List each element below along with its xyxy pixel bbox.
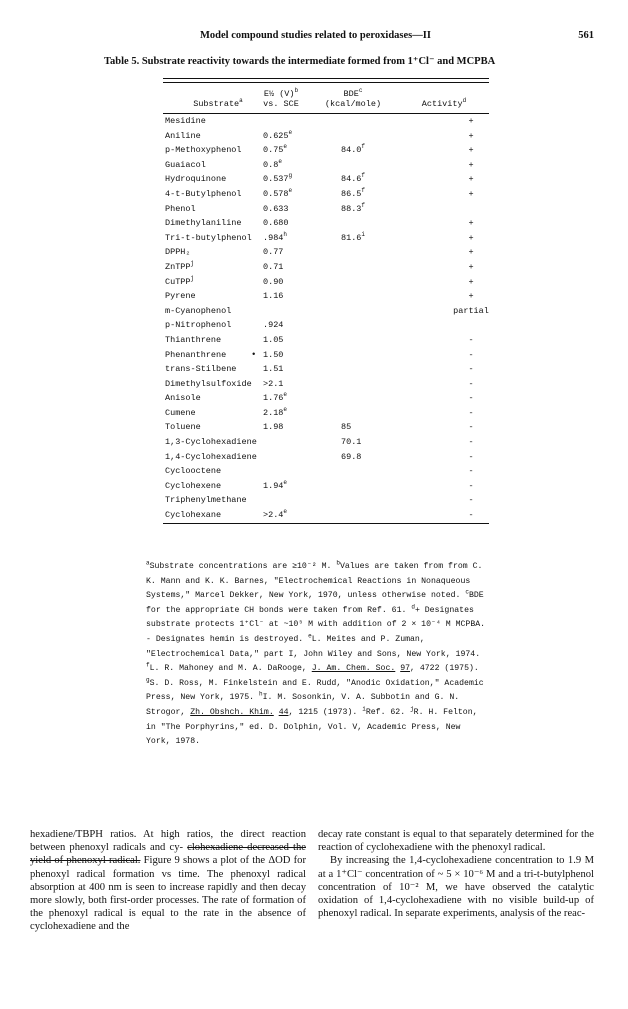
cell-substrate [165,508,221,523]
body-left-paragraph [30,828,306,934]
footnote-text: L. R. Mahoney and M. A. DaRooge, [149,664,312,674]
substrate-name: Phenol [165,203,196,214]
potential-value: .984 [263,232,284,243]
cell-activity [399,187,489,202]
footnote-text: L. Meites and P. Zuman, "Electrochemical Data," part I, John Wiley and Sons, New York, 1974. [146,634,481,659]
cell-activity [399,172,489,187]
footnote-mark: j [410,705,414,713]
table-row [163,450,489,465]
activity-value: - [468,495,474,506]
footnote-mark: h [259,690,263,698]
substrate-name: Cumene [165,407,196,418]
activity-value: + [468,291,474,302]
substrate-name: m-Cyanophenol [165,305,232,316]
footnote-text: I. M. Sosonkin, V. A. Subbotin and G. N. Strogor, [146,693,460,717]
bde-sup: f [361,172,366,180]
cell-activity [399,304,489,319]
potential-value: .924 [263,320,284,331]
substrate-name: Hydroquinone [165,174,227,185]
potential-value: 1.94 [263,480,284,491]
cell-potential [263,508,287,523]
potential-value: 0.537 [263,174,289,185]
bde-sup: f [361,187,366,195]
activity-value: + [468,145,474,156]
substrate-sup: j [190,260,195,268]
potential-value: >2.1 [263,378,284,389]
running-title: Model compound studies related to peroxidases—II [200,30,431,41]
footnote [146,559,337,571]
potential-value: 1.05 [263,334,284,345]
substrate-name: p-Methoxyphenol [165,145,242,156]
cell-potential [263,333,283,348]
body-left-struck-text: clohexadiene decreased the yield of phenoxyl radical. [30,842,306,867]
footnote-tail: , 1215 (1973). [288,707,363,717]
cell-activity [399,464,489,479]
activity-value: + [468,218,474,229]
cell-substrate [165,231,252,246]
substrate-sup: j [190,274,195,282]
cell-substrate [165,479,221,494]
activity-value: + [468,174,474,185]
body-right-paragraph-1: decay rate constant is equal to that separately determined for the reaction of cyclohexadiene with the phenoxyl radical. [318,829,594,854]
header-bde [313,89,393,109]
activity-value: - [468,393,474,404]
table-footnotes [146,560,486,750]
cell-activity [399,158,489,173]
cell-potential [263,391,287,406]
substrate-name: Aniline [165,130,201,141]
cell-substrate [165,216,242,231]
cell-potential [263,187,292,202]
table-row [163,143,489,158]
footnote [362,705,411,717]
potential-value: 0.71 [263,261,284,272]
cell-activity [399,362,489,377]
footnote-mark: c [465,588,469,596]
running-head [0,30,628,44]
substrate-name: Dimethylaniline [165,218,242,229]
activity-value: + [468,247,474,258]
substrate-name: Anisole [165,393,201,404]
activity-value: + [468,232,474,243]
page-number: 561 [578,30,594,41]
table-row [163,260,489,275]
header-activity [399,99,489,109]
footnote-text: R. H. Felton, in "The Porphyrins," ed. D. Dolphin, Vol. V, Academic Press, New York, 1978. [146,707,478,747]
potential-sup: e [288,128,293,136]
table-row [163,420,489,435]
table-row [163,114,489,129]
table-row [163,377,489,392]
activity-value: + [468,188,474,199]
cell-substrate [165,318,231,333]
table-bottom-rule [163,523,489,524]
cell-potential [263,420,283,435]
cell-potential [263,202,289,217]
footnote-text: S. D. Ross, M. Finkelstein and E. Rudd, "Anodic Oxidation," Academic Press, New York, 1975. [146,678,484,703]
cell-substrate [165,275,194,290]
header-potential-line1: E½ (V) [263,89,295,99]
table-row [163,172,489,187]
activity-value: - [468,437,474,448]
header-bde-line2: (kcal/mole) [324,99,382,109]
bde-value: 88.3 [341,203,362,214]
footnote-text: BDE for the appropriate CH bonds were taken from Ref. 61. [146,591,484,615]
potential-value: 1.76 [263,393,284,404]
cell-substrate [165,464,221,479]
substrate-name: Thianthrene [165,334,222,345]
potential-value: 0.8 [263,159,279,170]
cell-substrate [165,435,257,450]
potential-value: 1.51 [263,364,284,375]
activity-value: - [468,349,474,360]
activity-value: - [468,422,474,433]
cell-activity [399,333,489,348]
footnote-mark: b [336,559,340,567]
body-column-right [318,828,594,920]
bde-value: 70.1 [341,437,362,448]
cell-bde [341,450,361,465]
table-row [163,231,489,246]
body-left-text-1: hexadiene/TBPH ratios. At high ratios, the direct reaction between phenoxyl radicals and cy- [30,829,306,854]
cell-activity [399,129,489,144]
bde-value: 84.6 [341,174,362,185]
cell-potential [263,362,283,377]
substrate-name: p-Nitrophenol [165,320,232,331]
cell-substrate [165,260,194,275]
footnote-tail: , 4722 (1975). [410,664,479,674]
header-activity-sup: d [462,97,467,105]
potential-value: 0.90 [263,276,284,287]
cell-activity [399,245,489,260]
substrate-name: Cyclooctene [165,466,222,477]
table-row [163,289,489,304]
cell-activity [399,275,489,290]
footnote-journal: J. Am. Chem. Soc. [311,664,396,674]
table-row [163,216,489,231]
body-left-text-2: Figure 9 shows a plot of the ΔOD for phenoxyl radical formation vs time. The phenoxyl radical absorption at 400 nm is seen to increase rapidly and then decay more slowly, both first-order processes. The rate of formation of the phenoxyl radical is equal to the rate in the absence of cyclohexadiene and the [30,855,306,933]
header-bde-sup: c [358,87,363,95]
cell-activity [399,143,489,158]
cell-activity [399,216,489,231]
substrate-name: Mesidine [165,116,206,126]
footnote-text: Ref. 62. [365,707,411,717]
potential-sup: e [278,157,282,165]
substrate-name: ZnTPP [165,261,191,272]
substrate-name: 4-t-Butylphenol [165,188,242,199]
substrate-name: Triphenylmethane [165,495,247,506]
table-row [163,479,489,494]
table-row [163,187,489,202]
potential-value: 0.77 [263,247,284,258]
table-row [163,275,489,290]
table-row [163,158,489,173]
potential-value: 2.18 [263,407,284,418]
activity-value: - [468,480,474,491]
cell-potential [263,158,282,173]
cell-activity [399,391,489,406]
cell-potential [263,377,283,392]
cell-activity [399,435,489,450]
footnote-mark: d [411,603,415,611]
activity-value: + [468,159,474,170]
potential-sup: g [288,172,293,180]
footnote [146,661,479,674]
footnote-volume: 97 [400,664,411,674]
cell-substrate [165,493,247,508]
cell-substrate [165,114,206,129]
cell-substrate [165,245,191,260]
header-substrate-label: Substrate [193,99,240,109]
cell-substrate [165,304,231,319]
bde-value: 85 [341,422,352,433]
cell-activity [399,114,489,129]
cell-bde [341,231,365,246]
footnote-journal: Zh. Obshch. Khim. [190,707,274,717]
table-row [163,508,489,523]
cell-substrate [165,187,242,202]
substrate-name: DPPH₂ [165,247,191,258]
potential-sup: e [283,508,288,516]
cell-bde [341,143,365,158]
header-potential-line2: vs. SCE [263,99,299,109]
cell-potential [263,129,292,144]
activity-value: + [468,116,474,126]
footnote-text: + Designates substrate protects 1⁺Cl⁻ at ~10⁵ M with addition of 2 × 10⁻⁴ M MCPBA. - Designates hemin is destroyed. [146,605,486,644]
activity-value: - [468,451,474,462]
activity-value: + [468,261,474,272]
substrate-name: Cyclohexene [165,480,222,491]
activity-value: - [468,334,474,345]
body-right-paragraph-2: By increasing the 1,4-cyclohexadiene concentration to 1.9 M at a 1⁺Cl⁻ concentration of ~ 5 × 10⁻⁶ M and a tri-t-butylphenol concentration of 10⁻² M, we have observed the catalytic oxidation of 1,4-cyclohexadiene with no visible build-up of phenoxyl radical. In separate experiments, analysis of the reac- [318,855,594,920]
activity-value: partial [453,305,489,316]
cell-potential [263,348,283,363]
substrate-name: 1,4-Cyclohexadiene [165,451,257,462]
cell-activity [399,420,489,435]
activity-value: + [468,130,474,141]
footnote-mark: f [146,661,150,669]
substrate-name: trans-Stilbene [165,364,237,375]
cell-potential [263,275,283,290]
table-body [163,114,489,523]
cell-potential [263,479,287,494]
cell-potential [263,289,283,304]
potential-value: 0.75 [263,145,284,156]
potential-sup: e [283,479,288,487]
potential-value: 0.625 [263,130,289,141]
table-row [163,362,489,377]
footnote-mark: e [308,632,312,640]
cell-bde [341,435,361,450]
header-potential [251,89,311,109]
cell-substrate [165,377,252,392]
potential-value: 0.633 [263,203,289,214]
substrate-name: Toluene [165,422,201,433]
activity-value: + [468,276,474,287]
cell-substrate [165,202,196,217]
activity-value: - [468,407,474,418]
cell-substrate [165,289,196,304]
potential-value: 1.16 [263,291,284,302]
activity-value: - [468,466,474,477]
stray-mark: • [251,349,257,360]
substrate-name: Phenanthrene [165,349,227,360]
cell-potential [263,216,289,231]
cell-activity [399,493,489,508]
cell-activity [399,202,489,217]
substrate-name: CuTPP [165,276,191,287]
substrate-name: Tri-t-butylphenol [165,232,252,243]
cell-potential [263,143,287,158]
cell-activity [399,406,489,421]
potential-sup: e [283,391,288,399]
table-row [163,245,489,260]
substrate-name: Guaiacol [165,159,206,170]
cell-activity [399,231,489,246]
cell-potential [263,231,287,246]
potential-value: >2.4 [263,510,284,521]
activity-value: - [468,364,474,375]
table-row [163,333,489,348]
table-row [163,304,489,319]
bde-sup: f [361,143,366,151]
cell-substrate [165,172,226,187]
header-substrate-sup: a [239,97,243,105]
cell-bde [341,187,365,202]
footnote-mark: i [362,705,366,713]
cell-substrate [165,450,257,465]
bde-sup: f [361,201,366,209]
table-row [163,435,489,450]
potential-sup: h [283,230,288,238]
potential-value: 1.50 [263,349,284,360]
potential-value: 0.578 [263,188,289,199]
potential-value: 1.98 [263,422,284,433]
substrate-table [163,78,489,524]
bde-value: 84.0 [341,145,362,156]
table-row [163,406,489,421]
bde-value: 86.5 [341,188,362,199]
body-column-left [30,828,306,934]
table-row [163,202,489,217]
bde-sup: i [361,230,366,238]
cell-potential [263,172,292,187]
cell-activity [399,348,489,363]
cell-substrate [165,143,242,158]
potential-sup: e [283,143,288,151]
cell-substrate [165,406,196,421]
table-row [163,464,489,479]
potential-value: 0.680 [263,218,289,229]
cell-activity [399,289,489,304]
cell-substrate [165,348,226,363]
cell-activity [399,479,489,494]
cell-substrate [165,158,206,173]
cell-bde [341,202,365,217]
cell-substrate [165,391,201,406]
potential-sup: e [288,187,293,195]
cell-potential [263,406,287,421]
table-row [163,129,489,144]
cell-potential [263,245,283,260]
footnote-text: Substrate concentrations are ≥10⁻² M. [149,562,337,571]
table-caption: Table 5. Substrate reactivity towards the intermediate formed from 1⁺Cl⁻ and MCPBA [104,56,496,67]
table-row [163,318,489,333]
table-row [163,493,489,508]
footnote-mark: a [146,559,150,567]
cell-substrate [165,362,236,377]
cell-bde [341,172,365,187]
cell-substrate [165,420,201,435]
table-header [163,83,489,113]
header-bde-line1: BDE [343,89,359,99]
substrate-name: Cyclohexane [165,510,222,521]
substrate-name: Dimethylsulfoxide [165,378,252,389]
header-potential-sup: b [294,87,299,95]
cell-activity [399,508,489,523]
potential-sup: e [283,406,288,414]
cell-activity [399,450,489,465]
substrate-name: Pyrene [165,291,196,302]
footnote-volume: 44 [278,707,289,717]
cell-substrate [165,129,201,144]
table-row [163,348,489,363]
header-activity-label: Activity [421,99,463,109]
footnote-paragraph [146,560,486,750]
substrate-name: 1,3-Cyclohexadiene [165,437,257,448]
cell-potential [263,260,283,275]
cell-activity [399,260,489,275]
cell-potential [263,318,283,333]
footnote-text: Values are taken from from C. K. Mann and K. K. Barnes, "Electrochemical Reactions in Nonaqueous Systems," Marcel Dekker, New York, 1970, unless otherwise noted. [146,562,483,601]
table-row [163,391,489,406]
activity-value: - [468,510,474,521]
bde-value: 81.6 [341,232,362,243]
cell-activity [399,377,489,392]
bde-value: 69.8 [341,451,362,462]
cell-activity [399,318,489,333]
cell-bde [341,420,351,435]
activity-value: - [468,378,474,389]
cell-substrate [165,333,221,348]
footnote-mark: g [146,676,150,684]
